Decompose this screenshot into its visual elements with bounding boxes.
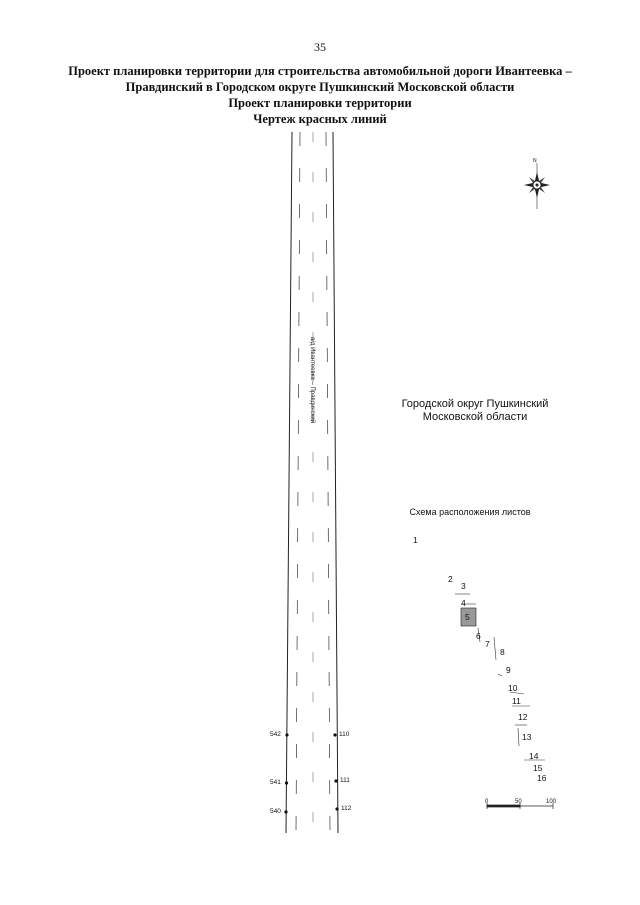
scheme-title: Схема расположения листов bbox=[409, 507, 531, 517]
point-label-540: 540 bbox=[270, 808, 281, 815]
title-line-3: Проект планировки территории bbox=[228, 96, 412, 110]
sheet-label-14: 14 bbox=[529, 751, 539, 761]
sheet-label-15: 15 bbox=[533, 763, 543, 773]
sheet-label-2: 2 bbox=[448, 574, 453, 584]
sheet-label-9: 9 bbox=[506, 665, 511, 675]
point-label-541: 541 bbox=[270, 779, 281, 786]
point-label-110: 110 bbox=[339, 731, 350, 738]
scale-label-100: 100 bbox=[546, 799, 557, 805]
sheet-label-8: 8 bbox=[500, 647, 505, 657]
district-line-2: Московской области bbox=[422, 411, 528, 423]
district-line-1: Городской округ Пушкинский bbox=[401, 398, 549, 410]
sheet-label-3: 3 bbox=[461, 581, 466, 591]
point-label-111: 111 bbox=[340, 777, 350, 784]
sheet-label-5: 5 bbox=[465, 612, 470, 622]
point-label-542: 542 bbox=[270, 731, 281, 738]
point-541-marker bbox=[285, 781, 288, 784]
sheet-label-13: 13 bbox=[522, 732, 532, 742]
sheet-label-4: 4 bbox=[461, 598, 466, 608]
page-number: 35 bbox=[314, 40, 326, 54]
road-label: а/д Ивантеевка – Правдинский bbox=[309, 336, 315, 424]
district-label bbox=[380, 398, 570, 424]
title-line-2: Правдинский в Городском округе Пушкинский Московской области bbox=[125, 80, 515, 94]
point-label-112: 112 bbox=[341, 805, 352, 812]
road-lane-left bbox=[296, 132, 300, 833]
sheet-label-16: 16 bbox=[537, 773, 547, 783]
point-111-marker bbox=[334, 779, 337, 782]
road-left-edge bbox=[286, 132, 292, 833]
road-lane-right bbox=[326, 132, 330, 833]
sheet-label-12: 12 bbox=[518, 712, 528, 722]
point-112-marker bbox=[335, 807, 338, 810]
point-110-marker bbox=[333, 733, 336, 736]
title-line-1: Проект планировки территории для строительства автомобильной дороги Ивантеевка – bbox=[68, 64, 572, 78]
compass-north-label: N bbox=[533, 158, 537, 164]
north-arrow-icon bbox=[524, 163, 550, 209]
sheet-label-11: 11 bbox=[512, 696, 521, 706]
scale-label-50: 50 bbox=[515, 799, 522, 805]
title-line-4: Чертеж красных линий bbox=[253, 112, 387, 126]
sheet-label-1: 1 bbox=[413, 535, 418, 545]
sheet-label-7: 7 bbox=[485, 639, 490, 649]
point-542-marker bbox=[285, 733, 288, 736]
sheet-label-6: 6 bbox=[476, 631, 481, 641]
road-right-edge bbox=[333, 132, 338, 833]
point-540-marker bbox=[284, 810, 287, 813]
scale-label-0: 0 bbox=[485, 799, 489, 805]
sheet-label-10: 10 bbox=[508, 683, 518, 693]
